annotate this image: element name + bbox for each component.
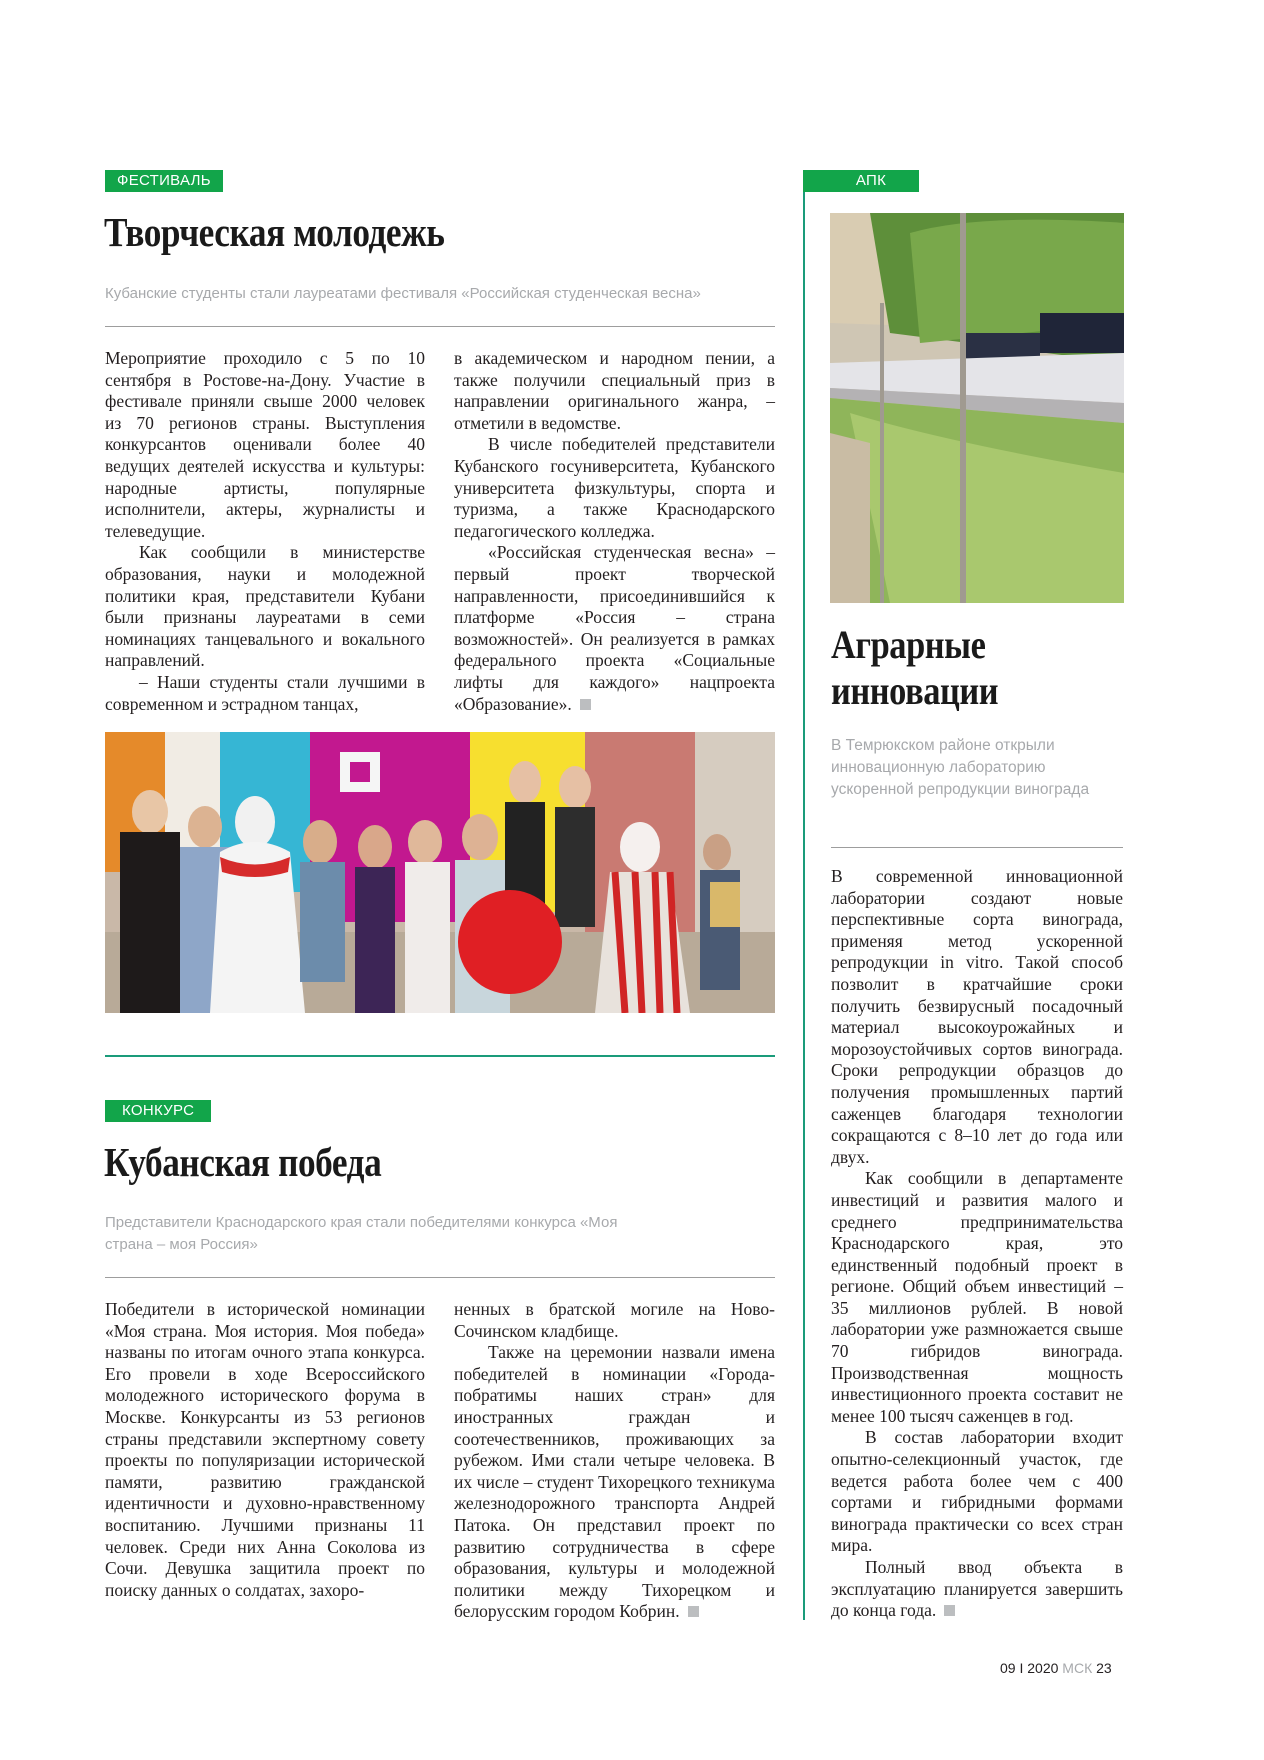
folio-separator: I [1019, 1660, 1024, 1676]
paragraph: В числе победителей представители Кубанского госуниверситета, Кубанского университета физкультуры, спорта и туризма, а также Краснодарского педагогического колледжа. [454, 434, 775, 541]
article-column-1 [105, 1299, 425, 1601]
divider [831, 847, 1123, 848]
paragraph: в академическом и народном пении, а также получили специальный приз в направлении оригинального жанра, – отметили в ведомстве. [454, 348, 775, 433]
section-tag-contest: КОНКУРС [105, 1100, 211, 1122]
section-divider [105, 1055, 775, 1057]
folio-issue: 09 [1000, 1660, 1016, 1676]
paragraph: ненных в братской могиле на Ново-Сочинском кладбище. [454, 1299, 775, 1341]
paragraph [454, 1342, 775, 1623]
folio-page-number: 23 [1096, 1660, 1112, 1676]
photo-vineyard-lab [830, 213, 1124, 603]
article-column-2 [454, 348, 775, 715]
article-column-2 [454, 1299, 775, 1623]
article-title-contest: Кубанская победа [104, 1139, 382, 1185]
paragraph: Мероприятие проходило с 5 по 10 сентября в Ростове-на-Дону. Участие в фестивале приняли свыше 2000 человек из 70 регионов страны. Выступления конкурсантов оценивали более 40 ведущих деятелей искусства и культуры: народные артисты, популярные исполнители, актеры, журналисты и телеведущие. [105, 348, 425, 541]
paragraph: В состав лаборатории входит опытно-селекционный участок, где ведется работа более чем с 400 сортами и гибридными формами винограда практически со всех стран мира. [831, 1427, 1123, 1556]
paragraph: Как сообщили в департаменте инвестиций и развития малого и среднего предпринимательства Краснодарского края, это единственный подобный проект в регионе. Общий объем инвестиций – 35 миллионов рублей. В новой лаборатории уже размножается свыше 70 гибридов винограда. Производственная мощность инвестиционного проекта составит не менее 100 тысяч саженцев в год. [831, 1168, 1123, 1426]
end-mark-icon [580, 699, 591, 710]
folio-magazine: МСК [1062, 1660, 1093, 1676]
paragraph-text: «Российская студенческая весна» – первый проект творческой направленности, присоединившийся к платформе «Россия – страна возможностей». Он реализуется в рамках федерального проекта «Социальные лифты для каждого» нацпроекта «Образование». [454, 542, 775, 714]
article-title-agro [831, 622, 998, 714]
festival-photo-illustration [105, 732, 775, 1013]
paragraph [831, 1557, 1123, 1622]
article-column-1 [105, 348, 425, 715]
paragraph-text: Также на церемонии назвали имена победителей в номинации «Города-побратимы наших стран» для иностранных граждан и соотечественников, проживающих за рубежом. Ими стали четыре человека. В их числе – студент Тихорецкого техникума железнодорожного транспорта Андрей Патока. Он представил проект по развитию сотрудничества в сфере образования, культуры и молодежной политики между Тихорецком и белорусским городом Кобрин. [454, 1342, 775, 1622]
paragraph: Как сообщили в министерстве образования, науки и молодежной политики края, представители Кубани были признаны лауреатами в семи номинациях танцевального и вокального направлений. [105, 542, 425, 671]
paragraph: Победители в исторической номинации «Моя страна. Моя история. Моя победа» названы по итогам очного этапа конкурса. Его провели в ходе Всероссийского молодежного исторического форума в Москве. Конкурсанты из 53 регионов страны представили экспертному совету проекты по популяризации исторической памяти, развитию гражданской идентичности и духовно-нравственному воспитанию. Лучшими признаны 11 человек. Среди них Анна Соколова из Сочи. Девушка защитила проект по поиску данных о солдатах, захоро- [105, 1299, 425, 1600]
end-mark-icon [688, 1606, 699, 1617]
page-folio [1000, 1660, 1112, 1676]
section-tag-apk: АПК [803, 170, 919, 192]
vineyard-photo-illustration [830, 213, 1124, 603]
photo-festival-group [105, 732, 775, 1013]
folio-year: 2020 [1027, 1660, 1059, 1676]
end-mark-icon [944, 1605, 955, 1616]
article-title-festival: Творческая молодежь [104, 209, 445, 255]
paragraph: – Наши студенты стали лучшими в современном и эстрадном танцах, [105, 671, 425, 714]
article-lead-contest: Представители Краснодарского края стали победителями конкурса «Моя страна – моя Россия» [105, 1214, 618, 1253]
title-line: инновации [831, 668, 999, 713]
paragraph-text: Полный ввод объекта в эксплуатацию планируется завершить до конца года. [831, 1557, 1123, 1621]
paragraph [454, 542, 775, 715]
article-lead-agro: В Темрюкском районе открыли инновационную лабораторию ускоренной репродукции винограда [831, 737, 1090, 798]
section-tag-festival: ФЕСТИВАЛЬ [105, 170, 223, 192]
sidebar-vertical-rule [803, 170, 805, 1620]
article-lead-festival: Кубанские студенты стали лауреатами фестиваля «Российская студенческая весна» [105, 285, 701, 302]
paragraph: В современной инновационной лаборатории создают новые перспективные сорта винограда, применяя метод ускоренной репродукции in vitro. Такой способ позволит в кратчайшие сроки получить безвирусный посадочный материал высокоурожайных и морозоустойчивых сортов винограда. Сроки репродукции образцов до получения промышленных партий саженцев благодаря технологии сокращаются с 8–10 лет до года или двух. [831, 866, 1123, 1167]
divider [105, 326, 775, 327]
article-body-agro [831, 866, 1123, 1622]
divider [105, 1277, 775, 1278]
title-line: Аграрные [831, 622, 986, 667]
